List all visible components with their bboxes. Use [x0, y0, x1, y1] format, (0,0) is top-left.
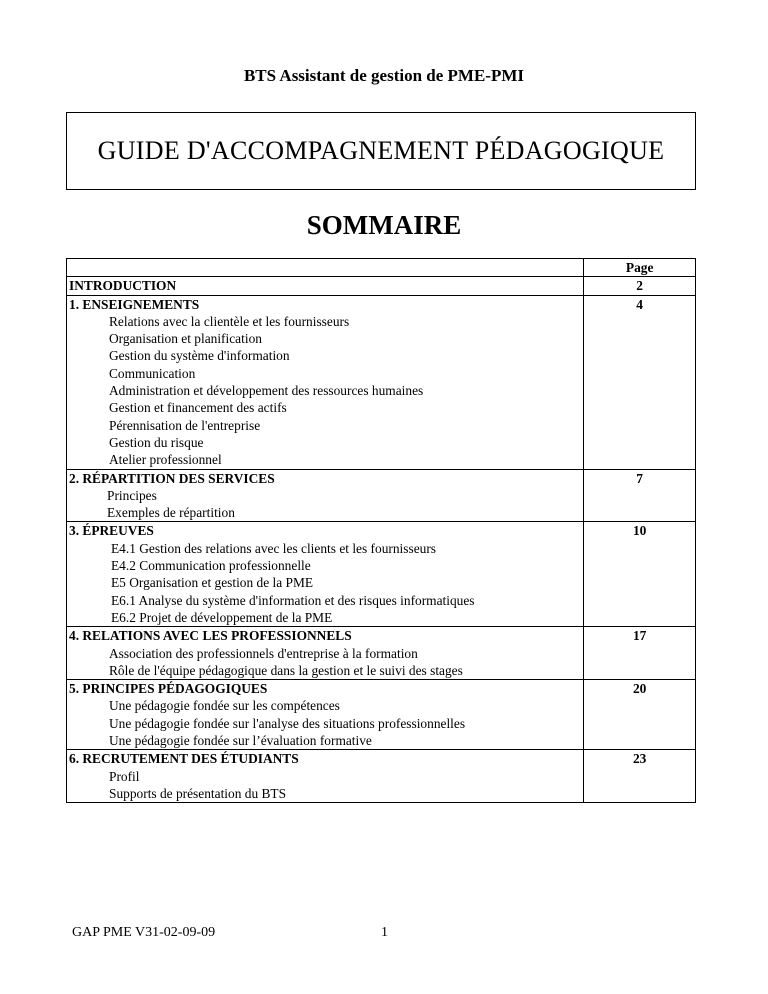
toc-subsection: Rôle de l'équipe pédagogique dans la gestion et le suivi des stages — [109, 662, 463, 678]
toc-subsection: Pérennisation de l'entreprise — [109, 417, 261, 433]
toc-page-cell — [584, 680, 696, 750]
document-title: GUIDE D'ACCOMPAGNEMENT PÉDAGOGIQUE — [97, 136, 665, 165]
toc-subsection: Exemples de répartition — [107, 505, 235, 521]
toc-subsection: Communication — [109, 365, 196, 381]
toc-header-title-cell — [67, 259, 584, 277]
toc-subsection: Gestion et financement des actifs — [109, 400, 287, 416]
toc-page-number: 7 — [636, 470, 643, 486]
toc-header-row — [67, 259, 696, 277]
toc-header-page-cell — [584, 259, 696, 277]
footer-doc-ref: GAP PME V31-02-09-09 — [72, 925, 216, 940]
document-header: BTS Assistant de gestion de PME-PMI — [243, 66, 525, 85]
toc-section-title: 6. RECRUTEMENT DES ÉTUDIANTS — [69, 751, 299, 767]
toc-subsection: E4.1 Gestion des relations avec les clients et les fournisseurs — [111, 540, 437, 556]
toc-subsection: Supports de présentation du BTS — [109, 785, 287, 801]
footer-page-number: 1 — [381, 925, 388, 940]
toc-section-cell — [67, 627, 584, 680]
toc-section-title: INTRODUCTION — [69, 278, 177, 294]
toc-subsection: Principes — [107, 487, 157, 503]
toc-subsection: Atelier professionnel — [109, 452, 222, 468]
toc-page-number: 10 — [632, 523, 647, 539]
toc-section-cell — [67, 469, 584, 522]
toc-subsection: Une pédagogie fondée sur les compétences — [109, 698, 340, 714]
toc-section-row — [67, 469, 696, 522]
toc-page-cell — [584, 277, 696, 295]
toc-section-row — [67, 295, 696, 469]
toc-page-cell — [584, 295, 696, 469]
toc-section-cell — [67, 277, 584, 295]
toc-table — [66, 258, 696, 803]
toc-subsection: Une pédagogie fondée sur l’évaluation formative — [109, 733, 372, 749]
toc-subsection: E5 Organisation et gestion de la PME — [111, 575, 314, 591]
toc-section-row — [67, 277, 696, 295]
toc-subsection: Administration et développement des ressources humaines — [109, 383, 424, 399]
toc-heading: SOMMAIRE — [306, 210, 462, 240]
toc-subsection: Gestion du système d'information — [109, 348, 290, 364]
toc-subsection: Organisation et planification — [109, 331, 262, 347]
toc-section-row — [67, 522, 696, 627]
toc-section-cell — [67, 522, 584, 627]
toc-section-title: 5. PRINCIPES PÉDAGOGIQUES — [69, 681, 268, 697]
toc-section-title: 2. RÉPARTITION DES SERVICES — [69, 470, 275, 486]
toc-section-cell — [67, 680, 584, 750]
toc-page-cell — [584, 627, 696, 680]
toc-page-cell — [584, 522, 696, 627]
toc-page-cell — [584, 469, 696, 522]
toc-section-title: 1. ENSEIGNEMENTS — [69, 296, 200, 312]
toc-section-cell — [67, 750, 584, 803]
page-column-label: Page — [625, 260, 654, 275]
toc-subsection: Une pédagogie fondée sur l'analyse des situations professionnelles — [109, 715, 466, 731]
toc-page-number: 20 — [632, 681, 647, 697]
toc-section-title: 4. RELATIONS AVEC LES PROFESSIONNELS — [69, 628, 352, 644]
title-box — [66, 112, 696, 190]
toc-subsection: Association des professionnels d'entreprise à la formation — [109, 645, 418, 661]
toc-section-row — [67, 680, 696, 750]
toc-page-cell — [584, 750, 696, 803]
toc-section-row — [67, 627, 696, 680]
toc-subsection: Relations avec la clientèle et les fournisseurs — [109, 313, 350, 329]
toc-subsection: E6.2 Projet de développement de la PME — [111, 609, 333, 625]
toc-subsection: Profil — [109, 768, 140, 784]
toc-page-number: 17 — [632, 628, 647, 644]
toc-section-row — [67, 750, 696, 803]
toc-section-title: 3. ÉPREUVES — [69, 523, 154, 539]
toc-section-cell — [67, 295, 584, 469]
toc-page-number: 23 — [632, 751, 647, 767]
toc-subsection: E6.1 Analyse du système d'information et des risques informatiques — [111, 592, 475, 608]
toc-page-number: 2 — [636, 278, 643, 294]
toc-subsection: Gestion du risque — [109, 434, 204, 450]
toc-subsection: E4.2 Communication professionnelle — [111, 558, 311, 574]
toc-page-number: 4 — [636, 296, 643, 312]
